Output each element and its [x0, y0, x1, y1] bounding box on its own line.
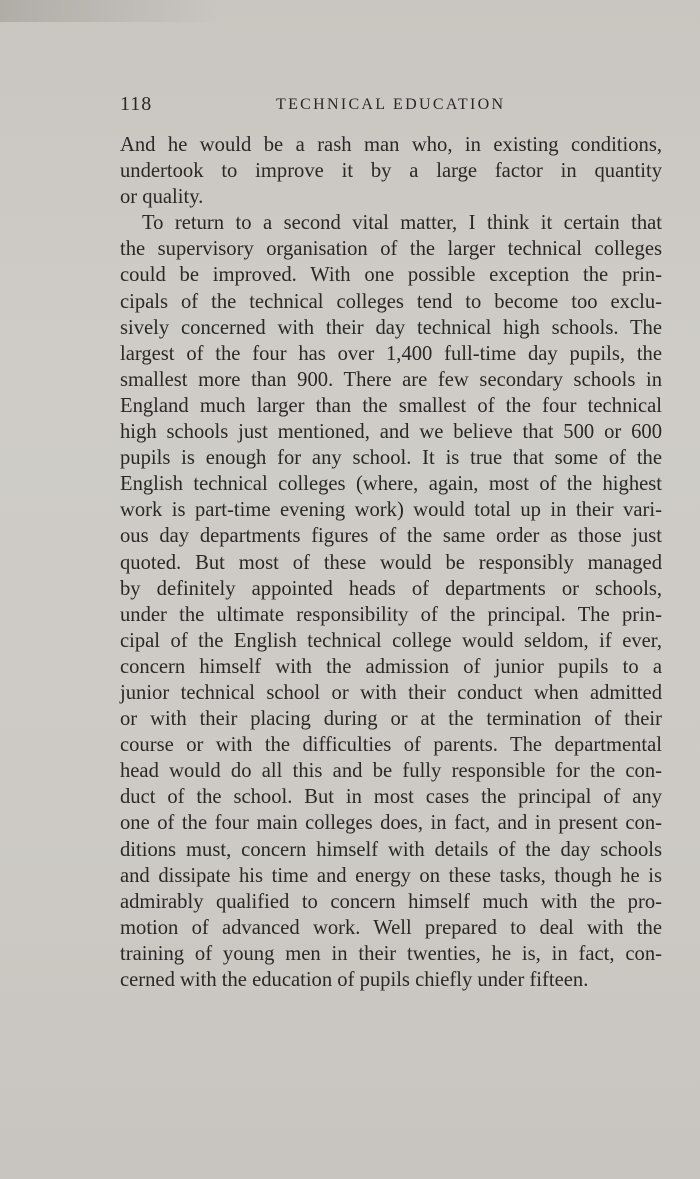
text-line: one of the four main colleges does, in fact, and in present con- [120, 812, 662, 835]
text-line: English technical colleges (where, again, most of the highest [120, 473, 662, 496]
text-line: duct of the school. But in most cases the principal of any [120, 786, 662, 809]
text-line: head would do all this and be fully responsible for the con- [120, 760, 662, 783]
running-head-title: TECHNICAL EDUCATION [276, 96, 506, 113]
text-line: largest of the four has over 1,400 full-time day pupils, the [120, 342, 662, 365]
text-line: quoted. But most of these would be responsibly managed [120, 551, 662, 574]
text-line: or with their placing during or at the termination of their [120, 708, 662, 731]
text-line: and dissipate his time and energy on these tasks, though he is [120, 864, 662, 887]
running-head [120, 93, 660, 119]
page-corner-shadow [0, 0, 220, 22]
text-line: cipals of the technical colleges tend to become too exclu- [120, 290, 662, 313]
text-line: the supervisory organisation of the larger technical colleges [120, 238, 662, 261]
text-line: ous day departments figures of the same order as those just [120, 525, 662, 548]
text-line: course or with the difficulties of parents. The departmental [120, 734, 662, 757]
text-line: undertook to improve it by a large factor in quantity [120, 160, 662, 183]
text-line: motion of advanced work. Well prepared to deal with the [120, 916, 662, 939]
text-line: high schools just mentioned, and we believe that 500 or 600 [120, 421, 662, 444]
text-line: could be improved. With one possible exception the prin- [120, 264, 662, 287]
text-line: England much larger than the smallest of the four technical [120, 394, 662, 417]
text-line: sively concerned with their day technical high schools. The [120, 316, 662, 339]
text-line: smallest more than 900. There are few secondary schools in [120, 368, 662, 391]
text-line: under the ultimate responsibility of the principal. The prin- [120, 603, 662, 626]
text-line: admirably qualified to concern himself much with the pro- [120, 890, 662, 913]
page-number: 118 [120, 93, 153, 115]
text-line: pupils is enough for any school. It is true that some of the [120, 447, 662, 470]
text-line: To return to a second vital matter, I think it certain that [142, 212, 662, 235]
text-line: ditions must, concern himself with details of the day schools [120, 838, 662, 861]
text-line: cipal of the English technical college would seldom, if ever, [120, 629, 662, 652]
text-line: junior technical school or with their conduct when admitted [120, 681, 662, 704]
text-line: concern himself with the admission of junior pupils to a [120, 655, 662, 678]
text-line: And he would be a rash man who, in existing conditions, [120, 134, 662, 156]
text-line: or quality. [120, 186, 204, 209]
text-line: cerned with the education of pupils chiefly under fifteen. [120, 969, 589, 991]
body-text [120, 132, 662, 993]
text-line: training of young men in their twenties, he is, in fact, con- [120, 942, 662, 965]
text-line: work is part-time evening work) would total up in their vari- [120, 499, 662, 522]
text-line: by definitely appointed heads of departments or schools, [120, 577, 662, 600]
